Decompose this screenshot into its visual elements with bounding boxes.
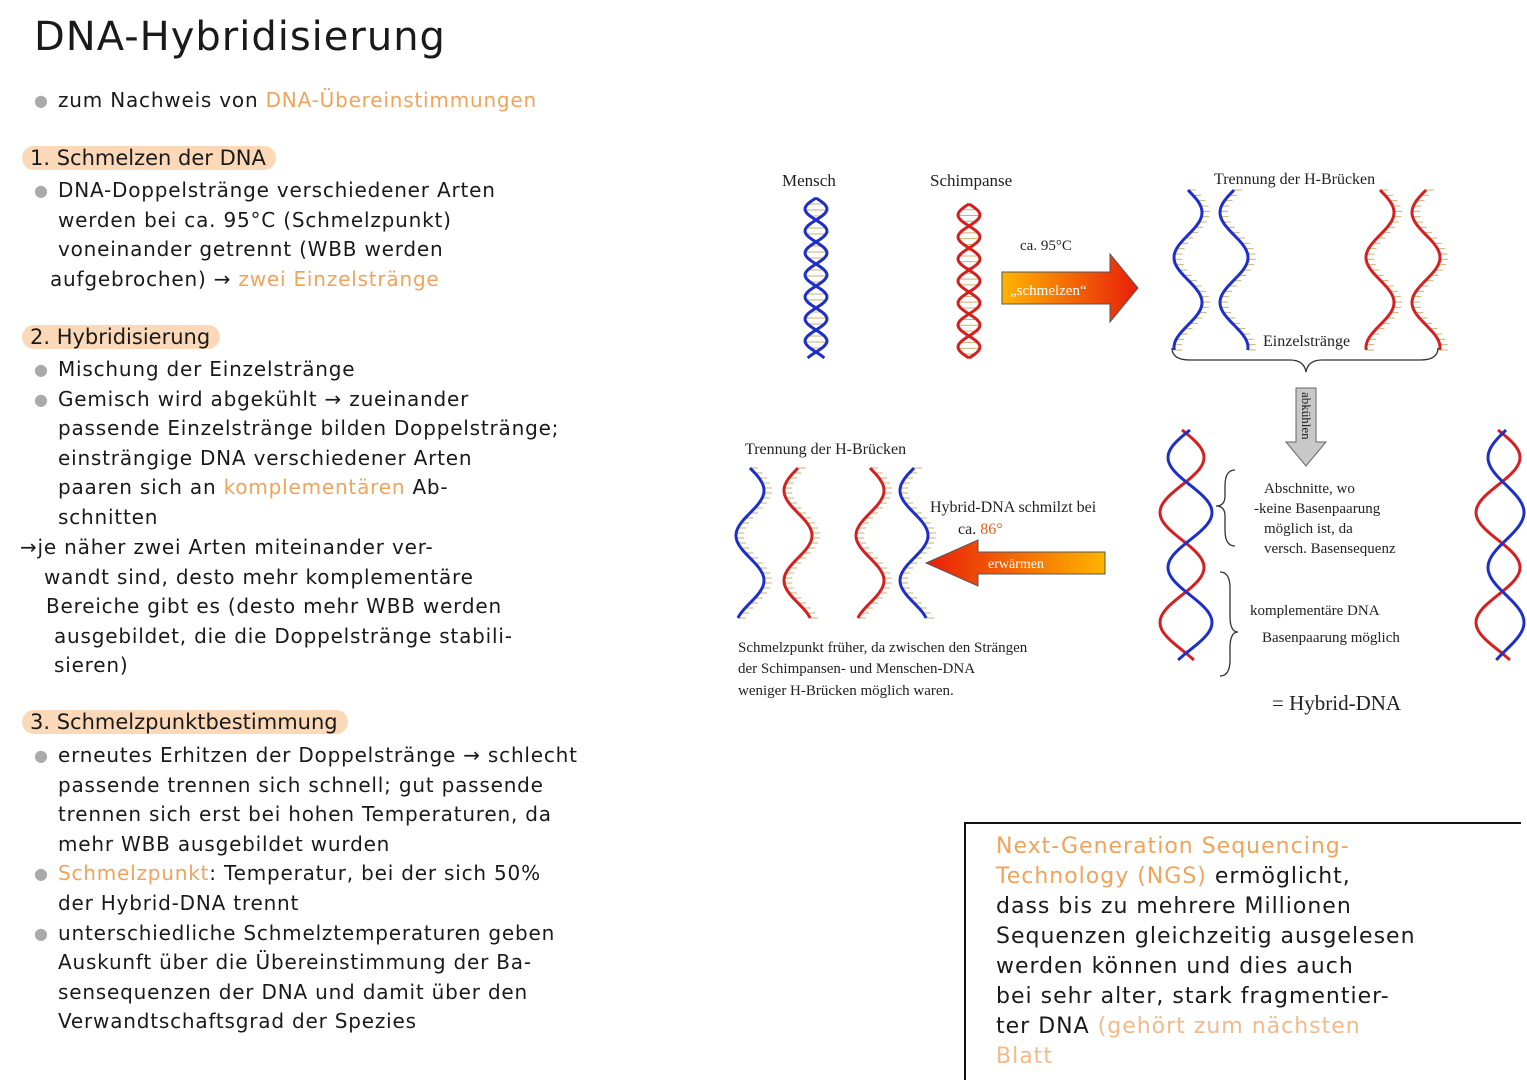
- arrow-label: „schmelzen“: [1010, 283, 1087, 299]
- label-einzelstraenge: Einzelstränge: [1263, 333, 1351, 350]
- bullet-icon: ●: [34, 181, 49, 200]
- text-line: einsträngige DNA verschiedener Arten: [58, 445, 473, 470]
- text-line: werden bei ca. 95°C (Schmelzpunkt): [58, 207, 452, 232]
- bullet-icon: ●: [34, 864, 49, 884]
- label-temp-95: ca. 95°C: [1020, 238, 1072, 254]
- dna-strand: [1220, 190, 1248, 350]
- text-line: paaren sich an komplementären Ab-: [58, 475, 449, 500]
- text-line: mehr WBB ausgebildet wurden: [58, 831, 391, 856]
- text-line: sensequenzen der DNA und damit über den: [58, 979, 529, 1004]
- intro-text: zum Nachweis von: [58, 88, 266, 112]
- label-trennung-top: Trennung der H-Brücken: [1214, 171, 1376, 188]
- arrow-abkuehlen: [1286, 388, 1326, 466]
- hybridization-diagram: [720, 160, 1527, 720]
- ngs-text: [996, 832, 1416, 1072]
- ngs-line: bei sehr alter, stark fragmentier-: [996, 984, 1390, 1009]
- text-line: sieren): [54, 653, 129, 678]
- annotation-line: Abschnitte, wo: [1264, 481, 1355, 497]
- text-line: der Hybrid-DNA trennt: [58, 890, 300, 915]
- text-line: voneinander getrennt (WBB werden: [58, 237, 444, 262]
- text-line: Auskunft über die Übereinstimmung der Ba-: [58, 950, 532, 975]
- highlight-text: Schmelzpunkt: [58, 861, 210, 886]
- annotation-line: möglich ist, da: [1264, 521, 1353, 537]
- section-2-conclusion: [20, 533, 513, 681]
- ngs-line: Next-Generation Sequencing-: [996, 834, 1350, 859]
- highlight-text: zwei Einzelstränge: [238, 266, 440, 291]
- label-mensch: Mensch: [782, 171, 836, 190]
- bullet-line: ● unterschiedliche Schmelztemperaturen geben: [58, 919, 578, 949]
- bullet-icon: ●: [34, 360, 49, 379]
- label-hybrid-result: = Hybrid-DNA: [1272, 691, 1402, 715]
- label-schimpanse: Schimpanse: [930, 171, 1013, 190]
- arrow-label: erwärmen: [988, 557, 1044, 572]
- label-hybrid-melts: Hybrid-DNA schmilzt bei: [930, 499, 1097, 516]
- bullet-icon: ●: [34, 389, 49, 409]
- highlight-text: komplementären: [223, 475, 406, 500]
- dna-strand: [1366, 190, 1394, 350]
- dna-strand: [958, 204, 980, 358]
- text-line: Bereiche gibt es (desto mehr WBB werden: [46, 594, 502, 619]
- bullet-icon: ●: [34, 91, 49, 110]
- section-1-heading: 1. Schmelzen der DNA: [22, 146, 276, 170]
- brace-icon: [1172, 348, 1438, 372]
- label-trennung-mid: Trennung der H-Brücken: [745, 441, 907, 458]
- dna-strand: [1412, 190, 1440, 350]
- text-line: aufgebrochen) → zwei Einzelstränge: [50, 266, 440, 291]
- ngs-line: werden können und dies auch: [996, 954, 1354, 979]
- label-hybrid-temp: ca. 86°: [958, 521, 1003, 538]
- ngs-line: Technology (NGS) ermöglicht,: [996, 864, 1351, 889]
- section-3-body: [34, 741, 578, 1037]
- text-line: passende Einzelstränge bilden Doppelstränge;: [58, 416, 560, 441]
- ngs-line: Blatt: [996, 1044, 1053, 1069]
- bullet-line: ● Gemisch wird abgekühlt → zueinander: [58, 385, 559, 415]
- text-line: ausgebildet, die die Doppelstränge stabili-: [54, 623, 513, 648]
- annotation-line: Basenpaarung möglich: [1262, 630, 1400, 646]
- annotation-line: versch. Basensequenz: [1264, 541, 1396, 557]
- text-line: wandt sind, desto mehr komplementäre: [44, 564, 474, 589]
- section-1-body: [34, 176, 496, 294]
- dna-strands: [736, 190, 1524, 660]
- annotation-line: -keine Basenpaarung: [1254, 501, 1381, 517]
- page-title: DNA-Hybridisierung: [34, 14, 446, 60]
- text-line: trennen sich erst bei hohen Temperaturen, da: [58, 802, 552, 827]
- caption-line: Schmelzpunkt früher, da zwischen den Strängen: [738, 640, 1028, 656]
- arrow-schmelzen: [1002, 254, 1138, 322]
- section-3-heading: 3. Schmelzpunktbestimmung: [22, 710, 348, 734]
- ngs-line: Sequenzen gleichzeitig ausgelesen: [996, 924, 1416, 949]
- caption-line: weniger H-Brücken möglich waren.: [738, 683, 954, 699]
- intro-highlight: DNA-Übereinstimmungen: [265, 88, 537, 112]
- text-line: →je näher zwei Arten miteinander ver-: [20, 535, 434, 559]
- arrow-erwaermen: [926, 540, 1105, 586]
- dna-strand: [900, 468, 928, 618]
- ngs-line: ter DNA (gehört zum nächsten: [996, 1014, 1361, 1039]
- caption-line: der Schimpansen- und Menschen-DNA: [738, 661, 976, 677]
- brace-icon: [1216, 470, 1235, 546]
- bullet-icon: ●: [34, 923, 49, 943]
- text-line: DNA-Doppelstränge verschiedener Arten: [58, 178, 496, 202]
- section-2-body: [34, 355, 560, 533]
- section-2-heading: 2. Hybridisierung: [22, 325, 220, 349]
- dna-strand: [1174, 190, 1202, 350]
- dna-strand: [784, 468, 812, 618]
- text-line: schnitten: [58, 504, 159, 529]
- text-line: Verwandtschaftsgrad der Spezies: [58, 1009, 417, 1034]
- bullet-line: ● Mischung der Einzelstränge: [58, 355, 559, 385]
- arrow-label: abkühlen: [1299, 392, 1314, 440]
- ngs-line: dass bis zu mehrere Millionen: [996, 894, 1352, 919]
- brace-icon: [1220, 572, 1238, 676]
- dna-strand: [1476, 430, 1520, 660]
- intro-line: [34, 86, 537, 116]
- bullet-line: ● Schmelzpunkt: Temperatur, bei der sich 50%: [58, 859, 578, 889]
- bullet-icon: ●: [34, 746, 49, 765]
- annotation-line: komplementäre DNA: [1250, 603, 1380, 619]
- bullet-line: ● erneutes Erhitzen der Doppelstränge → schlecht: [58, 741, 578, 771]
- text-line: passende trennen sich schnell; gut passende: [58, 772, 544, 797]
